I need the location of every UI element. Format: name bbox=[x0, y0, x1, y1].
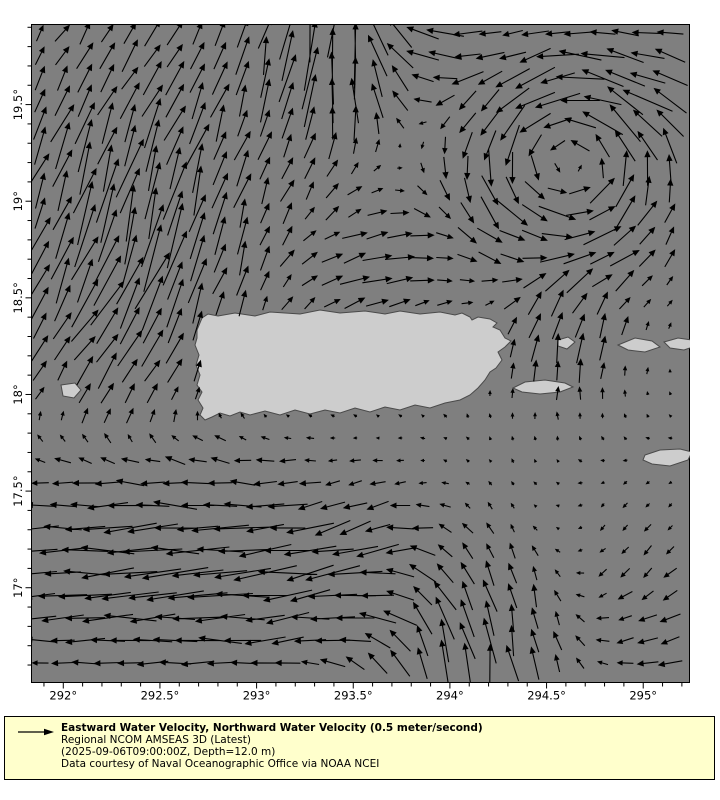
y-tick-label: 18° bbox=[11, 384, 25, 405]
y-tick-label: 19° bbox=[11, 191, 25, 212]
legend-box bbox=[4, 716, 715, 780]
y-tick-label: 19.5° bbox=[11, 88, 25, 121]
legend-text bbox=[61, 717, 483, 770]
y-tick-label: 17.5° bbox=[11, 475, 25, 507]
legend-credit: Data courtesy of Naval Oceanographic Office via NOAA NCEI bbox=[61, 758, 380, 770]
x-tick-label: 293° bbox=[242, 688, 271, 703]
y-tick-label: 18.5° bbox=[11, 282, 25, 314]
legend-title: Eastward Water Velocity, Northward Water Velocity (0.5 meter/second) bbox=[61, 722, 483, 734]
y-tick-label: 17° bbox=[11, 577, 25, 598]
reference-arrow-icon bbox=[17, 727, 55, 737]
x-tick-label: 294.5° bbox=[527, 688, 566, 703]
x-tick-label: 292.5° bbox=[140, 688, 180, 703]
x-tick-label: 294° bbox=[436, 688, 464, 703]
x-tick-label: 292° bbox=[49, 688, 78, 703]
legend-timestamp: (2025-09-06T09:00:00Z, Depth=12.0 m) bbox=[61, 746, 276, 758]
x-tick-label: 293.5° bbox=[333, 688, 373, 703]
island-virgin-gorda bbox=[698, 344, 712, 353]
legend-model: Regional NCOM AMSEAS 3D (Latest) bbox=[61, 734, 251, 746]
x-tick-label: 295° bbox=[629, 688, 658, 703]
